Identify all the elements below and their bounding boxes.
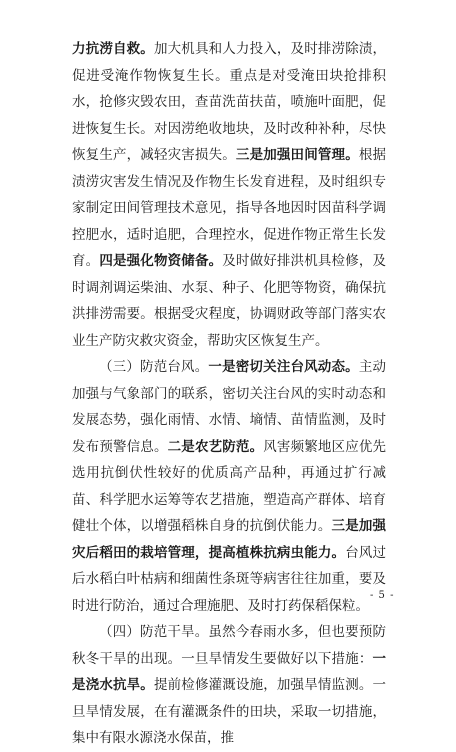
text-segment: 风害频繁地区应优先选用抗倒伏性较好的优质高产品种，再通过扩行减苗、科学肥水运筹等农艺措施，塑造高产群体、培育健壮个体，以增强稻株自身的抗倒伏能力。 xyxy=(72,438,387,534)
text-segment: 力抗涝自救。 xyxy=(72,41,154,57)
text-segment: 台风过后水稻白叶枯病和细菌性条斑等病害往往加重，要及时进行防治，通过合理施肥、及时打药保稻保粒。 xyxy=(72,544,387,614)
section-heading: （三）防范台风。 xyxy=(99,359,209,375)
text-segment: 提前检修灌溉设施，加强旱情监测。一旦旱情发展，在有灌溉条件的田块，采取一切措施，集中有限水源浇水保苗，推 xyxy=(72,677,387,746)
text-segment: 三是加强田间管理。 xyxy=(235,147,359,163)
text-segment: 三是加强灾后稻田的栽培管理，提高植株抗病虫能力。 xyxy=(72,518,387,561)
text-segment: 及时做好排洪机具检修，及时调剂调运柴油、水泵、种子、化肥等物资，确保抗洪排涝需要。根据受灾程度，协调财政等部门落实农业生产防灾救灾资金，帮助灾区恢复生产。 xyxy=(72,253,387,349)
text-segment: 四是强化物资储备。 xyxy=(99,253,223,269)
paragraph-drought-prevention xyxy=(72,619,386,752)
text-segment: 二是农艺防范。 xyxy=(167,438,264,455)
text-segment: （四）防范干旱。虽然今春雨水多，但也要预防秋冬干旱的出现。一旦旱情发生要做好以下措施： xyxy=(72,624,386,667)
text-segment: 一是密切关注台风动态。 xyxy=(208,359,359,375)
paragraph-flood-recovery xyxy=(72,36,386,354)
text-segment: 加大机具和人力投入，及时排涝除渍，促进受淹作物恢复生长。重点是对受淹田块抢排积水，抢修灾毁农田，查苗洗苗扶苗，喷施叶面肥，促进恢复生长。对因涝绝收地块，及时改种补种，尽快恢复生产，减轻灾害损失。 xyxy=(72,41,387,163)
text-segment: 根据渍涝灾害发生情况及作物生长发育进程，及时组织专家制定田间管理技术意见，指导各地因时因苗科学调控肥水，适时追肥，合理控水，促进作物正常生长发育。 xyxy=(72,147,387,269)
document-body xyxy=(72,36,386,752)
page-number: - 5 - xyxy=(370,590,395,601)
paragraph-typhoon-prevention xyxy=(72,354,386,619)
text-segment: 主动加强与气象部门的联系，密切关注台风的实时动态和发展态势，强化雨情、水情、墒情、苗情监测，及时发布预警信息。 xyxy=(72,359,387,455)
text-segment: 一是浇水抗旱。 xyxy=(72,650,386,693)
